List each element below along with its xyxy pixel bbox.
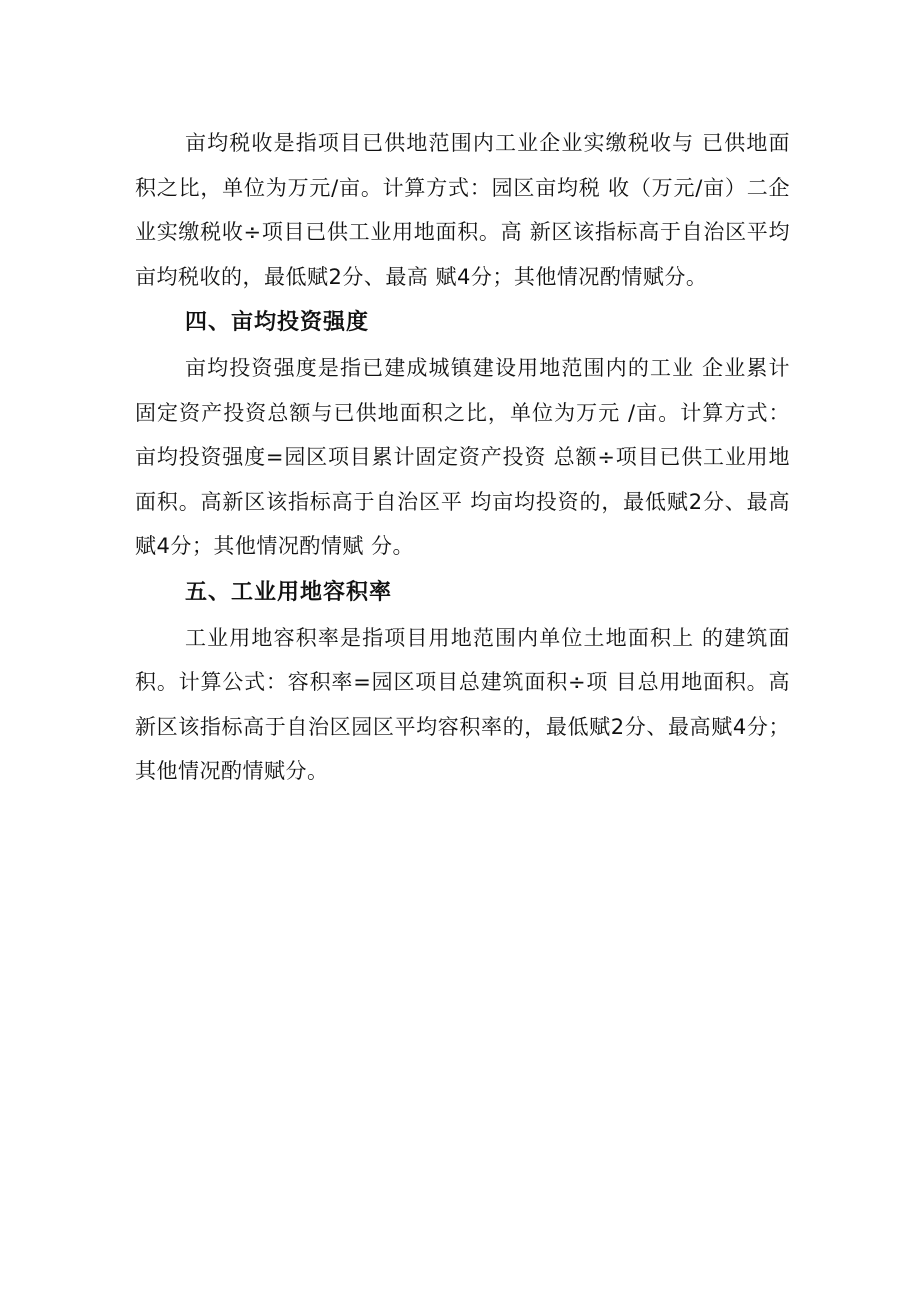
paragraph-floor-area-ratio: 工业用地容积率是指项目用地范围内单位土地面积上 的建筑面积。计算公式：容积率=园区项目总建筑面积÷项 目总用地面积。高新区该指标高于自治区园区平均容积率的，最低赋2分、最高赋4分；其他情况酌情赋分。 (135, 625, 790, 783)
section-heading-investment-intensity: 四、亩均投资强度 (185, 310, 370, 335)
document-body (135, 121, 790, 794)
paragraph-mu-investment: 亩均投资强度是指已建成城镇建设用地范围内的工业 企业累计固定资产投资总额与已供地面积之比，单位为万元 /亩。计算方式：亩均投资强度=园区项目累计固定资产投资 总额÷项目已供工业用地面积。高新区该指标高于自治区平 均亩均投资的，最低赋2分、最高赋4分；其他情况酌情赋 分。 (135, 356, 790, 558)
paragraph-mu-tax: 亩均税收是指项目已供地范围内工业企业实缴税收与 已供地面积之比，单位为万元/亩。计算方式：园区亩均税 收（万元/亩）二企业实缴税收÷项目已供工业用地面积。高 新区该指标高于自治区平均亩均税收的，最低赋2分、最高 赋4分；其他情况酌情赋分。 (135, 131, 790, 289)
section-heading-floor-area-ratio: 五、工业用地容积率 (185, 579, 393, 605)
